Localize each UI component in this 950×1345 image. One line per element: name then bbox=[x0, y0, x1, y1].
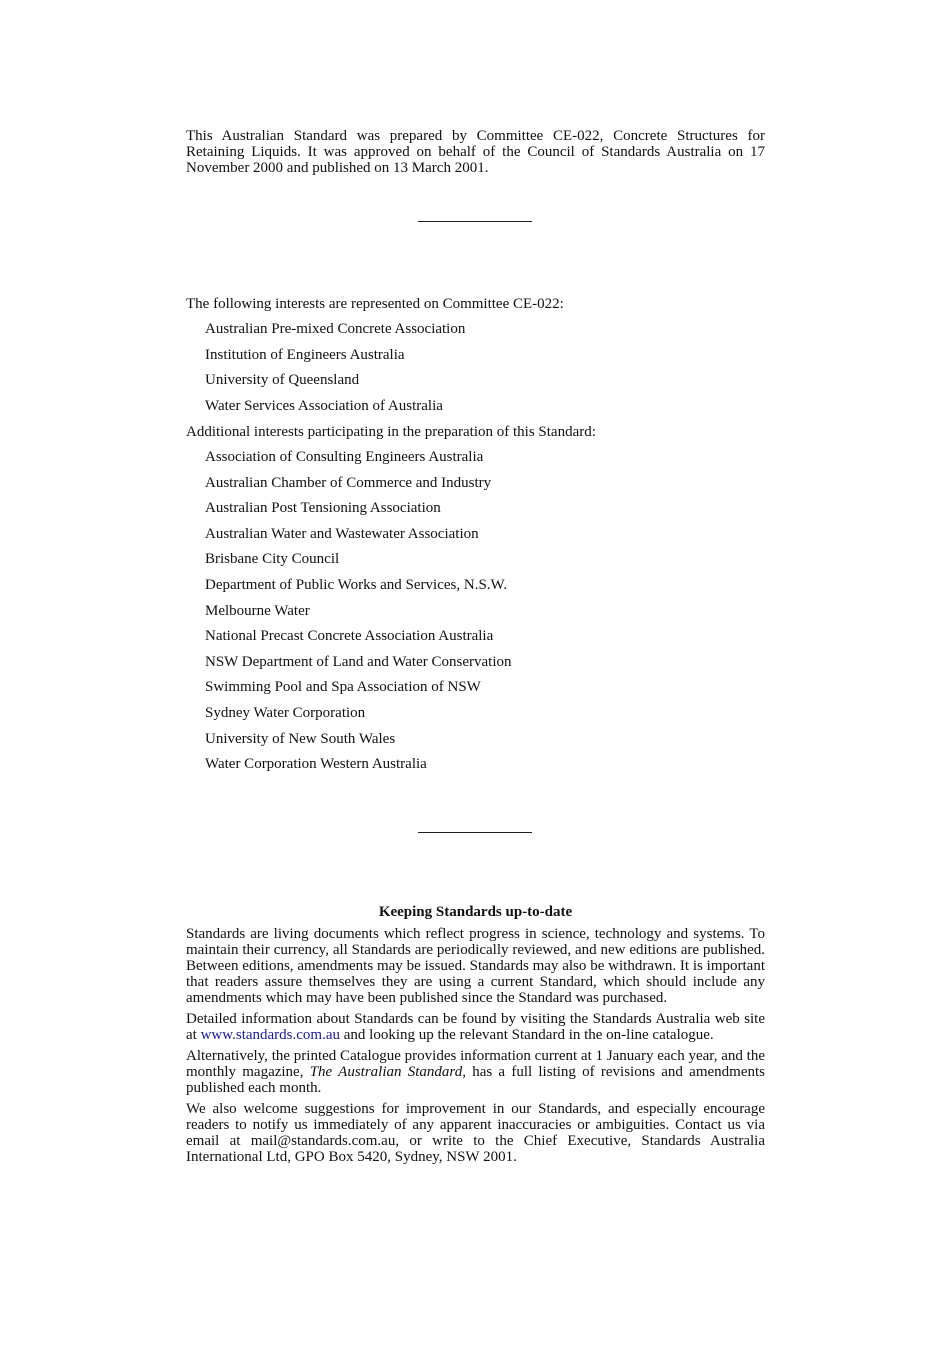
updates-paragraph-2 bbox=[186, 1011, 765, 1043]
p2-text-after: and looking up the relevant Standard in the on-line catalogue. bbox=[340, 1027, 714, 1043]
committee-member-list bbox=[205, 317, 465, 419]
list-item: University of Queensland bbox=[205, 372, 360, 389]
section-divider bbox=[418, 832, 532, 833]
p3-text-after: , has a full listing of revisions and amendments published each month. bbox=[186, 1064, 765, 1096]
updates-section bbox=[186, 926, 765, 1170]
list-item: University of New South Wales bbox=[205, 730, 396, 747]
standards-website-link[interactable]: www.standards.com.au bbox=[200, 1027, 340, 1043]
updates-paragraph-3 bbox=[186, 1048, 765, 1096]
preparation-statement: This Australian Standard was prepared by Committee CE-022, Concrete Structures for Retaining Liquids. It was approved on behalf of the Council of Standards Australia on 17 November 2000 and published on 13 March 2001. bbox=[186, 128, 765, 176]
section-divider bbox=[418, 221, 532, 222]
list-item: Water Services Association of Australia bbox=[205, 397, 443, 414]
updates-heading: Keeping Standards up-to-date bbox=[378, 904, 573, 920]
list-item: Australian Post Tensioning Association bbox=[205, 500, 441, 517]
list-item: Australian Pre-mixed Concrete Association bbox=[205, 321, 466, 337]
list-item: Melbourne Water bbox=[205, 602, 310, 619]
p2-text-before: Detailed information about Standards can be found by visiting the Standards Australia web site at bbox=[186, 1011, 765, 1043]
list-item: Department of Public Works and Services, N.S.W. bbox=[205, 576, 508, 593]
list-item: Swimming Pool and Spa Association of NSW bbox=[205, 679, 481, 696]
updates-paragraph-1: Standards are living documents which reflect progress in science, technology and systems. To maintain their currency, all Standards are periodically reviewed, and new editions are published. Between editions, amendments may be issued. Standards may also be withdrawn. It is important that readers assure themselves they are using a current Standard, which should include any amendments which may have been published since the Standard was purchased. bbox=[186, 926, 765, 1006]
list-item: Association of Consulting Engineers Australia bbox=[205, 449, 484, 465]
list-item: Brisbane City Council bbox=[205, 551, 340, 568]
committee-intro: The following interests are represented on Committee CE-022: bbox=[186, 296, 564, 312]
updates-paragraph-4: We also welcome suggestions for improvement in our Standards, and especially encourage readers to notify us immediately of any apparent inaccuracies or ambiguities. Contact us via email at mail@standards.com.au, or write to the Chief Executive, Standards Australia International Ltd, GPO Box 5420, Sydney, NSW 2001. bbox=[186, 1101, 765, 1165]
magazine-title: The Australian Standard bbox=[309, 1064, 463, 1080]
additional-interests-intro: Additional interests participating in the preparation of this Standard: bbox=[186, 424, 596, 440]
list-item: National Precast Concrete Association Australia bbox=[205, 628, 494, 645]
list-item: Australian Chamber of Commerce and Industry bbox=[205, 474, 492, 491]
list-item: Water Corporation Western Australia bbox=[205, 756, 427, 773]
p3-text-before: Alternatively, the printed Catalogue provides information current at 1 January each year, and the monthly magazine, bbox=[186, 1048, 765, 1080]
list-item: Sydney Water Corporation bbox=[205, 704, 366, 721]
additional-interests-list bbox=[205, 445, 512, 778]
list-item: Institution of Engineers Australia bbox=[205, 346, 405, 363]
list-item: NSW Department of Land and Water Conservation bbox=[205, 653, 512, 670]
list-item: Australian Water and Wastewater Association bbox=[205, 525, 479, 542]
